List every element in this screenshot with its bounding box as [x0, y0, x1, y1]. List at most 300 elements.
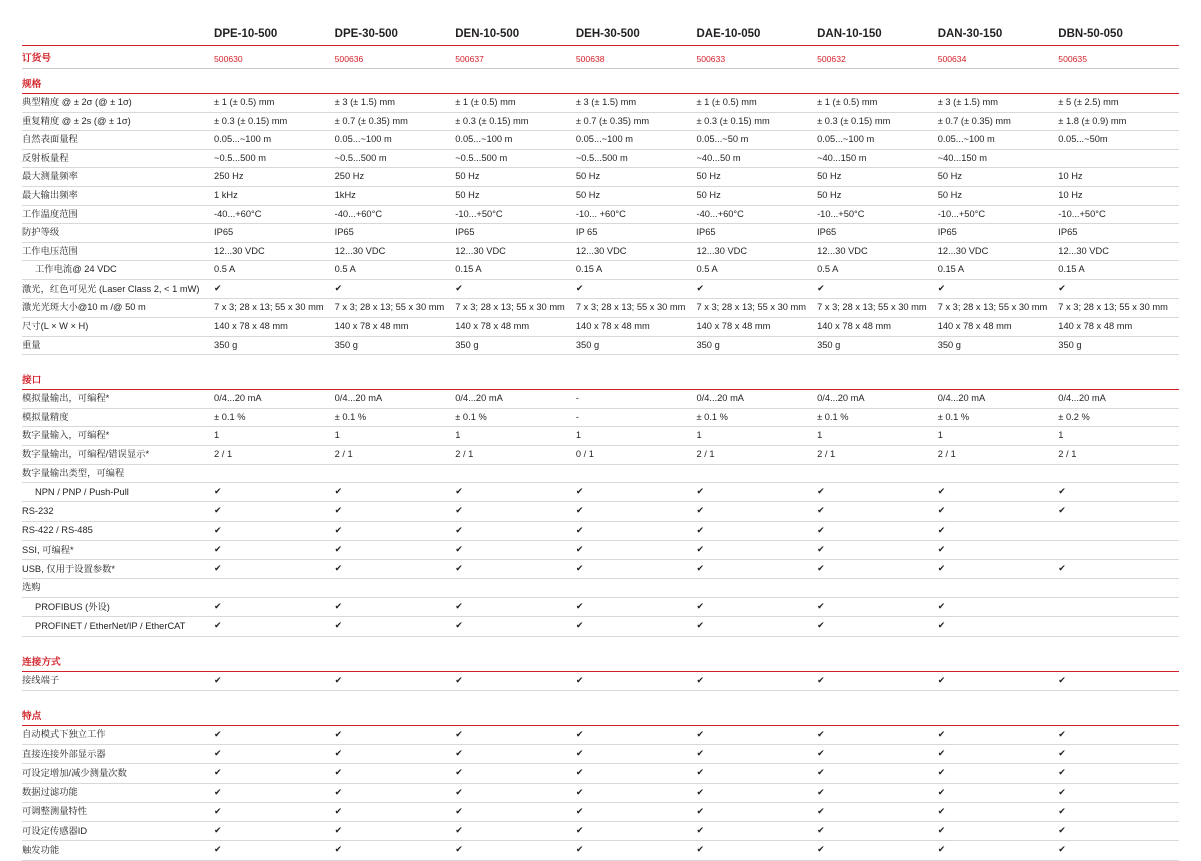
section-heading-spacer: [696, 365, 817, 390]
cell-1-9-3: 12...30 VDC: [455, 242, 576, 261]
section-heading-spacer: [817, 69, 938, 94]
cell-3-1-2: [335, 671, 456, 690]
cell-1-4-2: ~0.5...500 m: [335, 149, 456, 168]
check-icon: ✔: [334, 621, 343, 632]
cell-2-11-5: [696, 579, 817, 598]
check-icon: ✔: [696, 806, 705, 817]
cell-2-12-2: [335, 598, 456, 617]
table-row: [22, 317, 1179, 336]
cell-4-3-3: [455, 764, 576, 783]
cell-2-1-6: 0/4...20 mA: [817, 390, 938, 409]
cell-2-4-1: 2 / 1: [214, 446, 335, 465]
check-icon: ✔: [334, 544, 343, 555]
check-icon: ✔: [575, 602, 584, 613]
cell-1-5-1: 250 Hz: [214, 168, 335, 187]
check-icon: ✔: [1058, 564, 1066, 575]
table-row: [22, 131, 1179, 150]
cell-2-4-7: 2 / 1: [938, 446, 1059, 465]
cell-3-1-1: [214, 671, 335, 690]
order-number-value-1: 500630: [214, 46, 335, 69]
cell-2-6-5: [696, 483, 817, 502]
cell-4-2-7: [938, 745, 1059, 764]
cell-2-8-1: [214, 521, 335, 540]
cell-1-10-4: 0.15 A: [576, 261, 697, 280]
cell-2-11-8: [1058, 579, 1179, 598]
section-gap: [22, 355, 1179, 366]
section-heading-spacer: [1058, 365, 1179, 390]
cell-4-3-7: [938, 764, 1059, 783]
cell-1-3-6: 0.05...~100 m: [817, 131, 938, 150]
cell-4-3-4: [576, 764, 697, 783]
cell-2-1-3: 0/4...20 mA: [455, 390, 576, 409]
cell-2-2-4: -: [576, 408, 697, 427]
table-row: [22, 540, 1179, 559]
cell-1-13-2: 140 x 78 x 48 mm: [335, 317, 456, 336]
cell-1-7-1: -40...+60°C: [214, 205, 335, 224]
section-heading-spacer: [696, 701, 817, 726]
cell-1-12-7: 7 x 3; 28 x 13; 55 x 30 mm: [938, 299, 1059, 318]
check-icon: ✔: [455, 506, 463, 517]
section-heading-spacer: [335, 365, 456, 390]
check-icon: ✔: [575, 845, 584, 856]
cell-4-1-1: [214, 725, 335, 744]
check-icon: ✔: [214, 845, 222, 856]
cell-4-5-4: [576, 802, 697, 821]
check-icon: ✔: [817, 675, 825, 686]
cell-3-1-3: [455, 671, 576, 690]
check-icon: ✔: [1058, 826, 1066, 837]
cell-1-11-3: [455, 280, 576, 299]
cell-2-10-6: [817, 560, 938, 579]
cell-4-2-8: [1058, 745, 1179, 764]
table-row: [22, 560, 1179, 579]
cell-4-3-1: [214, 764, 335, 783]
check-icon: ✔: [696, 506, 705, 517]
cell-1-14-6: 350 g: [817, 336, 938, 355]
row-label-1-7: 工作温度范围: [22, 205, 214, 224]
cell-4-5-7: [938, 802, 1059, 821]
table-row: [22, 598, 1179, 617]
cell-4-3-2: [335, 764, 456, 783]
cell-2-9-3: [455, 540, 576, 559]
table-row: [22, 617, 1179, 636]
check-icon: ✔: [817, 487, 825, 498]
cell-1-10-5: 0.5 A: [696, 261, 817, 280]
cell-1-5-4: 50 Hz: [576, 168, 697, 187]
cell-1-3-3: 0.05...~100 m: [455, 131, 576, 150]
cell-2-7-5: [696, 502, 817, 521]
cell-2-2-3: ± 0.1 %: [455, 408, 576, 427]
section-heading-spacer: [214, 365, 335, 390]
table-row: [22, 299, 1179, 318]
check-icon: ✔: [455, 675, 463, 686]
cell-2-12-7: [938, 598, 1059, 617]
cell-1-4-8: [1058, 149, 1179, 168]
section-heading-spacer: [696, 69, 817, 94]
table-row: [22, 579, 1179, 598]
cell-2-10-2: [335, 560, 456, 579]
cell-2-2-6: ± 0.1 %: [817, 408, 938, 427]
check-icon: ✔: [334, 564, 343, 575]
section-heading-spacer: [214, 647, 335, 672]
check-icon: ✔: [817, 826, 825, 837]
check-icon: ✔: [575, 787, 584, 798]
cell-1-3-5: 0.05...~50 m: [696, 131, 817, 150]
cell-2-5-7: [938, 464, 1059, 483]
row-label-1-5: 最大测量频率: [22, 168, 214, 187]
cell-2-10-4: [576, 560, 697, 579]
check-icon: ✔: [937, 564, 946, 575]
check-icon: ✔: [334, 729, 343, 740]
check-icon: ✔: [575, 487, 584, 498]
check-icon: ✔: [455, 729, 463, 740]
cell-4-5-1: [214, 802, 335, 821]
cell-2-11-7: [938, 579, 1059, 598]
check-icon: ✔: [696, 826, 705, 837]
check-icon: ✔: [937, 284, 946, 295]
check-icon: ✔: [455, 487, 463, 498]
cell-4-6-4: [576, 822, 697, 841]
cell-2-11-1: [214, 579, 335, 598]
cell-3-1-4: [576, 671, 697, 690]
cell-1-4-6: ~40...150 m: [817, 149, 938, 168]
check-icon: ✔: [334, 768, 343, 779]
cell-1-12-2: 7 x 3; 28 x 13; 55 x 30 mm: [335, 299, 456, 318]
check-icon: ✔: [575, 621, 584, 632]
cell-1-9-4: 12...30 VDC: [576, 242, 697, 261]
row-label-2-2: 模拟量精度: [22, 408, 214, 427]
check-icon: ✔: [696, 602, 705, 613]
cell-1-7-2: -40...+60°C: [335, 205, 456, 224]
column-header-3: DEN-10-500: [455, 18, 576, 46]
cell-2-4-2: 2 / 1: [335, 446, 456, 465]
section-heading-spacer: [696, 647, 817, 672]
cell-4-3-5: [696, 764, 817, 783]
cell-2-1-5: 0/4...20 mA: [696, 390, 817, 409]
cell-4-1-8: [1058, 725, 1179, 744]
cell-2-7-4: [576, 502, 697, 521]
cell-1-10-7: 0.15 A: [938, 261, 1059, 280]
check-icon: ✔: [334, 487, 343, 498]
section-heading-spacer: [1058, 647, 1179, 672]
check-icon: ✔: [1058, 675, 1066, 686]
column-header-7: DAN-30-150: [938, 18, 1059, 46]
cell-1-1-2: ± 3 (± 1.5) mm: [335, 94, 456, 113]
table-row: [22, 502, 1179, 521]
table-row: [22, 802, 1179, 821]
cell-1-5-5: 50 Hz: [696, 168, 817, 187]
section-heading-spacer: [817, 701, 938, 726]
cell-1-14-7: 350 g: [938, 336, 1059, 355]
cell-2-6-8: [1058, 483, 1179, 502]
cell-2-12-5: [696, 598, 817, 617]
cell-2-13-1: [214, 617, 335, 636]
cell-2-2-7: ± 0.1 %: [938, 408, 1059, 427]
section-heading-spacer: [455, 701, 576, 726]
check-icon: ✔: [455, 826, 463, 837]
cell-2-5-8: [1058, 464, 1179, 483]
check-icon: ✔: [334, 506, 343, 517]
check-icon: ✔: [334, 675, 343, 686]
cell-2-7-7: [938, 502, 1059, 521]
section-heading-spacer: [576, 701, 697, 726]
check-icon: ✔: [1058, 284, 1066, 295]
cell-4-6-5: [696, 822, 817, 841]
cell-2-6-1: [214, 483, 335, 502]
cell-4-1-7: [938, 725, 1059, 744]
check-icon: ✔: [937, 544, 946, 555]
cell-1-9-6: 12...30 VDC: [817, 242, 938, 261]
cell-1-14-5: 350 g: [696, 336, 817, 355]
cell-1-6-2: 1kHz: [335, 187, 456, 206]
table-row: [22, 187, 1179, 206]
cell-1-4-1: ~0.5...500 m: [214, 149, 335, 168]
cell-2-6-6: [817, 483, 938, 502]
cell-2-8-4: [576, 521, 697, 540]
cell-4-7-4: [576, 841, 697, 860]
row-label-4-5: 可调整测量特性: [22, 802, 214, 821]
section-heading-row: [22, 701, 1179, 726]
cell-1-12-5: 7 x 3; 28 x 13; 55 x 30 mm: [696, 299, 817, 318]
check-icon: ✔: [696, 749, 705, 760]
check-icon: ✔: [214, 768, 222, 779]
cell-4-6-8: [1058, 822, 1179, 841]
check-icon: ✔: [214, 487, 222, 498]
cell-1-3-7: 0.05...~100 m: [938, 131, 1059, 150]
cell-4-1-6: [817, 725, 938, 744]
cell-2-3-8: 1: [1058, 427, 1179, 446]
section-heading-spacer: [576, 69, 697, 94]
cell-2-2-8: ± 0.2 %: [1058, 408, 1179, 427]
check-icon: ✔: [575, 675, 584, 686]
table-row: [22, 841, 1179, 860]
cell-2-3-5: 1: [696, 427, 817, 446]
cell-2-8-7: [938, 521, 1059, 540]
cell-2-9-1: [214, 540, 335, 559]
specification-table: [22, 18, 1179, 861]
cell-4-4-1: [214, 783, 335, 802]
column-header-8: DBN-50-050: [1058, 18, 1179, 46]
cell-1-1-6: ± 1 (± 0.5) mm: [817, 94, 938, 113]
check-icon: ✔: [937, 845, 946, 856]
check-icon: ✔: [937, 729, 946, 740]
cell-1-9-2: 12...30 VDC: [335, 242, 456, 261]
check-icon: ✔: [455, 602, 463, 613]
table-row: [22, 464, 1179, 483]
check-icon: ✔: [817, 845, 825, 856]
cell-4-5-5: [696, 802, 817, 821]
check-icon: ✔: [696, 621, 705, 632]
check-icon: ✔: [817, 749, 825, 760]
check-icon: ✔: [696, 787, 705, 798]
section-heading-spacer: [455, 69, 576, 94]
cell-4-7-5: [696, 841, 817, 860]
cell-2-7-2: [335, 502, 456, 521]
cell-2-9-6: [817, 540, 938, 559]
check-icon: ✔: [575, 525, 584, 536]
cell-1-7-6: -10...+50°C: [817, 205, 938, 224]
cell-2-11-4: [576, 579, 697, 598]
table-row: [22, 671, 1179, 690]
cell-2-11-3: [455, 579, 576, 598]
cell-2-10-7: [938, 560, 1059, 579]
cell-2-4-6: 2 / 1: [817, 446, 938, 465]
table-header-row: [22, 18, 1179, 46]
cell-3-1-8: [1058, 671, 1179, 690]
check-icon: ✔: [334, 826, 343, 837]
check-icon: ✔: [817, 768, 825, 779]
cell-4-2-5: [696, 745, 817, 764]
cell-4-4-2: [335, 783, 456, 802]
cell-1-11-8: [1058, 280, 1179, 299]
cell-1-1-1: ± 1 (± 0.5) mm: [214, 94, 335, 113]
cell-4-2-6: [817, 745, 938, 764]
check-icon: ✔: [575, 729, 584, 740]
cell-1-12-3: 7 x 3; 28 x 13; 55 x 30 mm: [455, 299, 576, 318]
cell-4-7-8: [1058, 841, 1179, 860]
section-heading-spacer: [455, 365, 576, 390]
cell-4-5-6: [817, 802, 938, 821]
section-heading-spacer: [576, 647, 697, 672]
cell-2-10-8: [1058, 560, 1179, 579]
column-header-1: DPE-10-500: [214, 18, 335, 46]
column-header-5: DAE-10-050: [696, 18, 817, 46]
check-icon: ✔: [937, 621, 946, 632]
cell-1-3-8: 0.05...~50m: [1058, 131, 1179, 150]
cell-1-11-4: [576, 280, 697, 299]
cell-4-6-2: [335, 822, 456, 841]
cell-1-5-8: 10 Hz: [1058, 168, 1179, 187]
cell-2-13-7: [938, 617, 1059, 636]
check-icon: ✔: [1058, 487, 1066, 498]
cell-1-12-8: 7 x 3; 28 x 13; 55 x 30 mm: [1058, 299, 1179, 318]
section-title-1: 规格: [22, 69, 214, 94]
check-icon: ✔: [575, 544, 584, 555]
table-row: [22, 725, 1179, 744]
cell-1-13-8: 140 x 78 x 48 mm: [1058, 317, 1179, 336]
cell-1-5-2: 250 Hz: [335, 168, 456, 187]
section-heading-row: [22, 69, 1179, 94]
cell-1-2-3: ± 0.3 (± 0.15) mm: [455, 112, 576, 131]
cell-1-4-5: ~40...50 m: [696, 149, 817, 168]
cell-2-8-3: [455, 521, 576, 540]
section-title-4: 特点: [22, 701, 214, 726]
cell-2-9-4: [576, 540, 697, 559]
check-icon: ✔: [1058, 787, 1066, 798]
cell-1-6-1: 1 kHz: [214, 187, 335, 206]
check-icon: ✔: [937, 675, 946, 686]
section-heading-spacer: [938, 701, 1059, 726]
table-row: [22, 745, 1179, 764]
cell-4-7-6: [817, 841, 938, 860]
cell-1-3-2: 0.05...~100 m: [335, 131, 456, 150]
cell-2-13-6: [817, 617, 938, 636]
section-title-2: 接口: [22, 365, 214, 390]
check-icon: ✔: [214, 525, 222, 536]
cell-1-1-3: ± 1 (± 0.5) mm: [455, 94, 576, 113]
cell-1-2-6: ± 0.3 (± 0.15) mm: [817, 112, 938, 131]
cell-2-11-2: [335, 579, 456, 598]
table-row: [22, 94, 1179, 113]
section-heading-spacer: [938, 647, 1059, 672]
row-label-1-9: 工作电压范围: [22, 242, 214, 261]
cell-1-7-8: -10...+50°C: [1058, 205, 1179, 224]
section-heading-spacer: [214, 701, 335, 726]
cell-4-6-1: [214, 822, 335, 841]
header-blank-cell: [22, 18, 214, 46]
check-icon: ✔: [334, 806, 343, 817]
check-icon: ✔: [817, 284, 825, 295]
order-number-value-5: 500633: [696, 46, 817, 69]
cell-1-9-8: 12...30 VDC: [1058, 242, 1179, 261]
cell-2-13-2: [335, 617, 456, 636]
cell-1-10-6: 0.5 A: [817, 261, 938, 280]
cell-1-8-7: IP65: [938, 224, 1059, 243]
cell-1-14-8: 350 g: [1058, 336, 1179, 355]
order-number-value-6: 500632: [817, 46, 938, 69]
cell-1-2-7: ± 0.7 (± 0.35) mm: [938, 112, 1059, 131]
cell-2-5-4: [576, 464, 697, 483]
check-icon: ✔: [937, 749, 946, 760]
cell-1-11-5: [696, 280, 817, 299]
section-heading-spacer: [1058, 701, 1179, 726]
row-label-3-1: 接线端子: [22, 671, 214, 690]
column-header-2: DPE-30-500: [335, 18, 456, 46]
cell-1-10-2: 0.5 A: [335, 261, 456, 280]
table-row: [22, 427, 1179, 446]
check-icon: ✔: [214, 729, 222, 740]
section-heading-spacer: [455, 647, 576, 672]
check-icon: ✔: [696, 768, 705, 779]
cell-2-3-4: 1: [576, 427, 697, 446]
check-icon: ✔: [455, 787, 463, 798]
table-row: [22, 783, 1179, 802]
row-label-1-10: 工作电流@ 24 VDC: [22, 261, 214, 280]
check-icon: ✔: [817, 525, 825, 536]
table-row: [22, 168, 1179, 187]
cell-1-8-1: IP65: [214, 224, 335, 243]
cell-1-8-4: IP 65: [576, 224, 697, 243]
row-label-1-14: 重量: [22, 336, 214, 355]
check-icon: ✔: [575, 768, 584, 779]
cell-2-4-3: 2 / 1: [455, 446, 576, 465]
cell-1-2-5: ± 0.3 (± 0.15) mm: [696, 112, 817, 131]
check-icon: ✔: [937, 768, 946, 779]
cell-2-7-8: [1058, 502, 1179, 521]
cell-1-8-5: IP65: [696, 224, 817, 243]
section-heading-spacer: [214, 69, 335, 94]
section-gap-cell: [22, 636, 1179, 647]
cell-1-5-7: 50 Hz: [938, 168, 1059, 187]
check-icon: ✔: [334, 845, 343, 856]
check-icon: ✔: [575, 806, 584, 817]
section-gap-cell: [22, 690, 1179, 701]
cell-1-5-6: 50 Hz: [817, 168, 938, 187]
cell-2-9-7: [938, 540, 1059, 559]
table-row: [22, 390, 1179, 409]
check-icon: ✔: [214, 602, 222, 613]
table-row: [22, 224, 1179, 243]
table-row: [22, 149, 1179, 168]
table-row: [22, 205, 1179, 224]
cell-2-10-3: [455, 560, 576, 579]
row-label-1-8: 防护等级: [22, 224, 214, 243]
cell-1-8-6: IP65: [817, 224, 938, 243]
row-label-2-12: PROFIBUS (外设): [22, 598, 214, 617]
row-label-2-9: SSI, 可编程*: [22, 540, 214, 559]
order-number-row: [22, 46, 1179, 69]
cell-1-14-1: 350 g: [214, 336, 335, 355]
